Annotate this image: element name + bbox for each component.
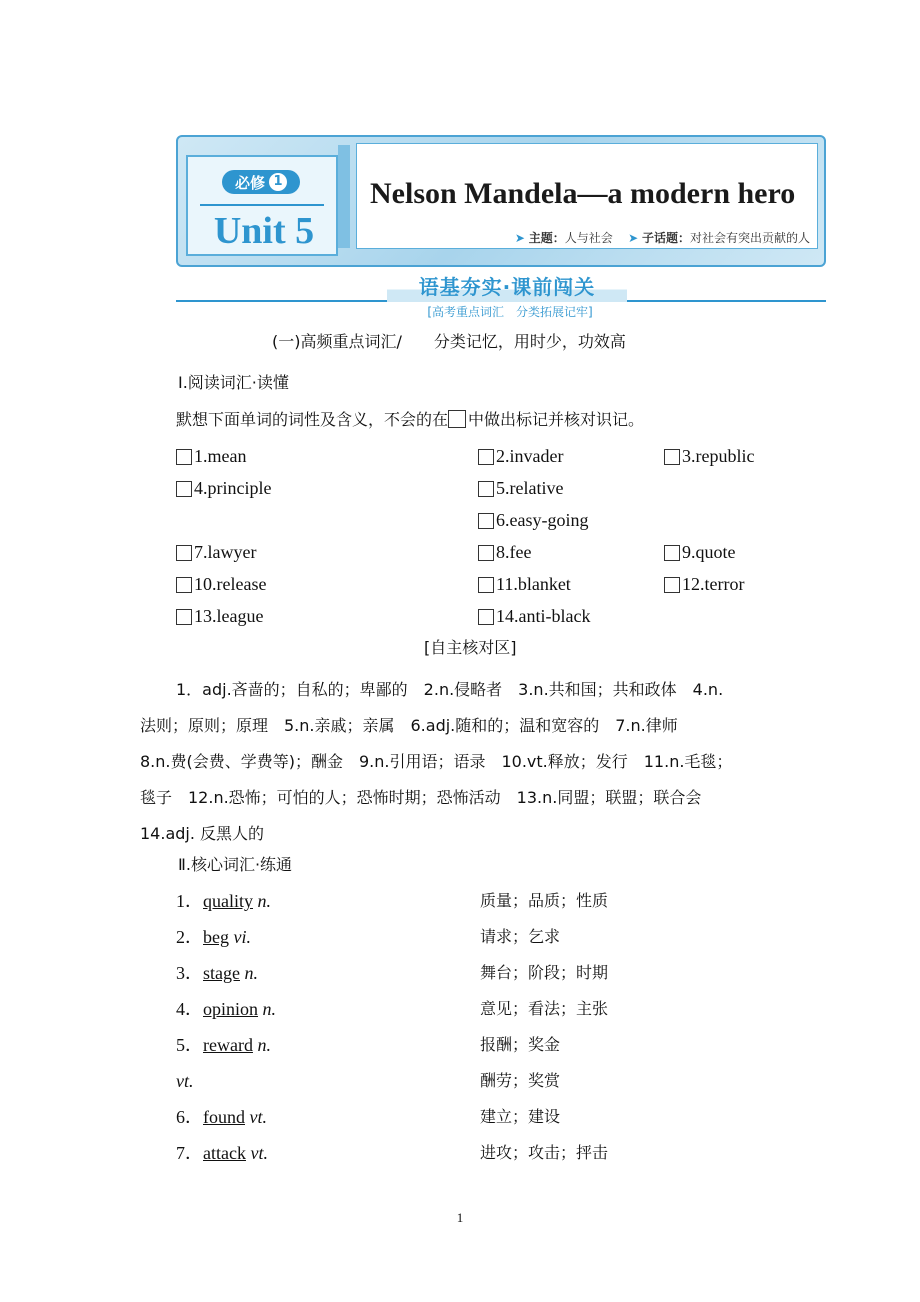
core-word: quality: [203, 891, 253, 911]
checkbox[interactable]: [176, 481, 192, 497]
answer-block: [140, 672, 790, 852]
arrow-icon: ➤: [628, 231, 639, 245]
checkbox[interactable]: [176, 577, 192, 593]
checkbox[interactable]: [478, 481, 494, 497]
checkbox[interactable]: [176, 449, 192, 465]
book-tag: [222, 170, 300, 194]
word-label: 3.republic: [682, 446, 755, 466]
word-label: 5.relative: [496, 478, 564, 498]
word-item[interactable]: [664, 444, 754, 468]
word-item[interactable]: [176, 604, 263, 628]
core-word-meaning: 舞台；阶段；时期: [480, 963, 609, 982]
answer-line: 14.adj. 反黑人的: [140, 824, 265, 843]
core-word-pos: vi.: [233, 927, 251, 947]
core-word-pos: vt.: [176, 1071, 194, 1091]
page-title: Nelson Mandela—a modern hero: [370, 177, 796, 210]
part1-heading: (一)高频重点词汇/ 分类记忆，用时少，功效高: [272, 332, 626, 351]
unit-label: Unit 5: [213, 210, 315, 252]
word-item[interactable]: [478, 604, 590, 628]
theme-value: 人与社会: [564, 231, 613, 245]
checkbox-icon: [448, 410, 466, 428]
checkbox[interactable]: [176, 609, 192, 625]
reading-vocab-heading: Ⅰ.阅读词汇·读懂: [178, 373, 289, 392]
core-word-item: [176, 961, 258, 985]
core-word-meaning: 进攻；攻击；抨击: [480, 1143, 609, 1162]
core-word-pos: vt.: [249, 1107, 267, 1127]
word-item[interactable]: [664, 540, 736, 564]
core-word-number: 4．: [176, 999, 203, 1019]
word-label: 4.principle: [194, 478, 272, 498]
word-label: 12.terror: [682, 574, 745, 594]
core-word-pos: n.: [244, 963, 258, 983]
instruction-after: 中做出标记并核对识记。: [468, 410, 645, 429]
core-word-meaning: 建立；建设: [480, 1107, 561, 1126]
book-label: 必修: [234, 173, 265, 192]
core-word: attack: [203, 1143, 246, 1163]
word-label: 1.mean: [194, 446, 247, 466]
core-word-item: [176, 1033, 271, 1057]
core-word-number: 5．: [176, 1035, 203, 1055]
checkbox[interactable]: [478, 609, 494, 625]
answer-line: 毯子 12.n.恐怖；可怕的人；恐怖时期；恐怖活动 13.n.同盟；联盟；联合会: [140, 788, 702, 807]
core-word-pos: n.: [257, 891, 271, 911]
section-title: 语基夯实·课前闯关: [418, 275, 596, 299]
core-word-meaning: 意见；看法；主张: [480, 999, 609, 1018]
answer-line: 法则；原则；原理 5.n.亲戚；亲属 6.adj.随和的；温和宽容的 7.n.律师: [140, 716, 678, 735]
checkbox[interactable]: [664, 577, 680, 593]
core-word-item: [176, 997, 276, 1021]
book-number: 1: [269, 173, 287, 191]
word-label: 6.easy-going: [496, 510, 589, 530]
word-item[interactable]: [664, 572, 744, 596]
core-word-item: [176, 925, 251, 949]
word-label: 14.anti-black: [496, 606, 591, 626]
word-label: 2.invader: [496, 446, 564, 466]
word-item[interactable]: [478, 476, 563, 500]
word-label: 9.quote: [682, 542, 736, 562]
core-word-item: [176, 1105, 267, 1129]
subtheme-value: 对社会有突出贡献的人: [689, 231, 810, 245]
core-vocab-heading: Ⅱ.核心词汇·练通: [178, 855, 293, 874]
core-word-pos: n.: [257, 1035, 271, 1055]
core-word-item: [176, 1069, 194, 1093]
instruction: [176, 408, 644, 432]
core-word-pos: n.: [262, 999, 277, 1019]
core-word-meaning: 报酬；奖金: [480, 1035, 561, 1054]
subtheme-key: 子话题：: [641, 231, 690, 245]
theme-line: [470, 228, 810, 248]
word-label: 7.lawyer: [194, 542, 257, 562]
core-word-number: 6．: [176, 1107, 203, 1127]
badge-side: [338, 145, 350, 248]
word-item[interactable]: [176, 444, 246, 468]
checkbox[interactable]: [664, 449, 680, 465]
core-word-item: [176, 1141, 268, 1165]
core-word-pos: vt.: [250, 1143, 268, 1163]
core-word-number: 7．: [176, 1143, 203, 1163]
instruction-before: 默想下面单词的词性及含义，不会的在: [176, 410, 449, 429]
answer-line: 8.n.费(会费、学费等)；酬金 9.n.引用语；语录 10.vt.释放；发行 11.n.毛毯；: [140, 752, 733, 771]
checkbox[interactable]: [664, 545, 680, 561]
section-subtitle: [高考重点词汇 分类拓展记牢]: [427, 305, 593, 319]
word-item[interactable]: [176, 572, 266, 596]
core-word-item: [176, 889, 271, 913]
theme-key: 主题：: [528, 231, 565, 245]
word-item[interactable]: [478, 572, 571, 596]
core-word-number: 2．: [176, 927, 203, 947]
core-word-meaning: 请求；乞求: [480, 927, 561, 946]
checkbox[interactable]: [478, 513, 494, 529]
core-word-number: 3．: [176, 963, 203, 983]
page-number: 1: [456, 1210, 464, 1225]
core-word: stage: [203, 963, 240, 983]
core-word: opinion: [203, 999, 259, 1019]
word-label: 10.release: [194, 574, 267, 594]
check-area-label: [自主核对区]: [424, 638, 517, 657]
checkbox[interactable]: [478, 545, 494, 561]
word-item[interactable]: [176, 540, 256, 564]
checkbox[interactable]: [478, 577, 494, 593]
word-item[interactable]: [478, 508, 588, 532]
word-label: 8.fee: [496, 542, 532, 562]
checkbox[interactable]: [176, 545, 192, 561]
word-item[interactable]: [478, 540, 531, 564]
word-item[interactable]: [176, 476, 271, 500]
word-label: 11.blanket: [496, 574, 571, 594]
core-word-meaning: 酬劳；奖赏: [480, 1071, 561, 1090]
word-item[interactable]: [478, 444, 563, 468]
arrow-icon: ➤: [514, 231, 525, 245]
core-word-meaning: 质量；品质；性质: [480, 891, 609, 910]
core-word-number: 1．: [176, 891, 203, 911]
word-label: 13.league: [194, 606, 264, 626]
checkbox[interactable]: [478, 449, 494, 465]
core-word: beg: [203, 927, 229, 947]
badge-divider: [200, 204, 324, 206]
core-word: reward: [203, 1035, 253, 1055]
answer-line: 1．adj.吝啬的；自私的；卑鄙的 2.n.侵略者 3.n.共和国；共和政体 4.n.: [176, 680, 724, 699]
core-word: found: [203, 1107, 245, 1127]
